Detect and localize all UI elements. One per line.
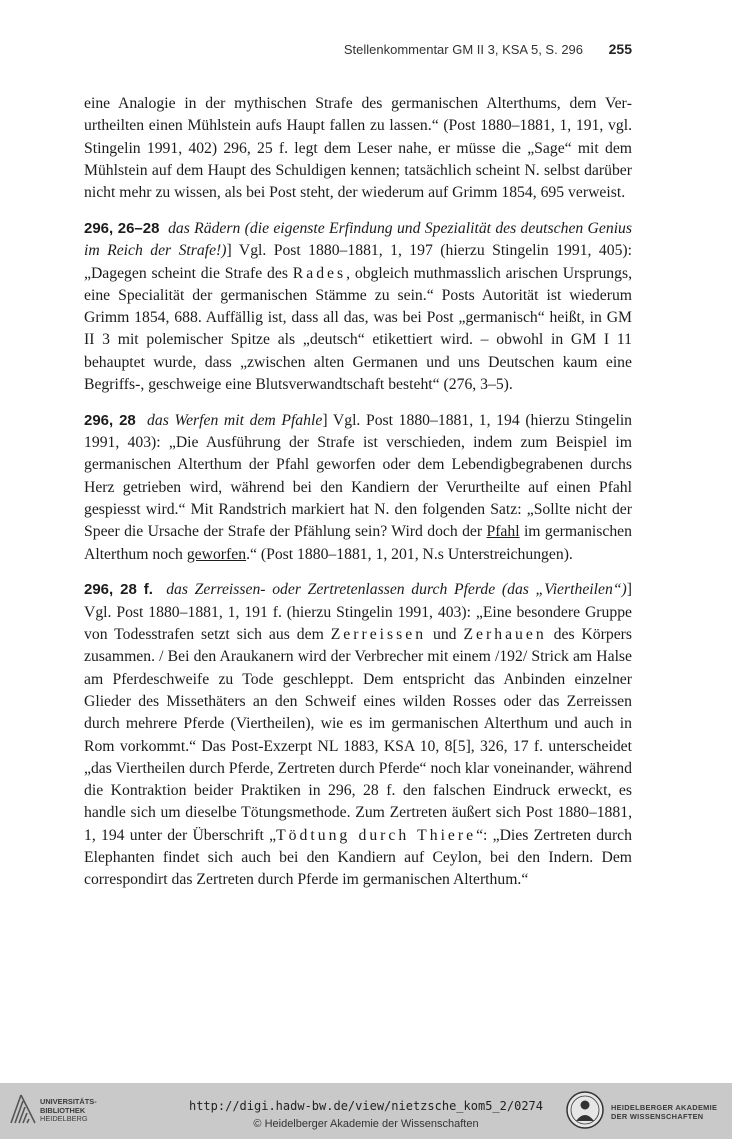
entry-reference: 296, 26–28 (84, 219, 160, 237)
library-name-line: HEIDELBERG (40, 1114, 88, 1123)
spaced-quote: Zerreissen (330, 626, 427, 644)
academy-seal-icon[interactable] (565, 1090, 605, 1130)
entry-lemma: das Zerreissen- oder Zertretenlassen durch Pferde (das „Viertheilen“) (166, 581, 627, 599)
entry-lemma: das Werfen mit dem Pfahle (147, 411, 323, 429)
entry-text: ] Vgl. Post 1880–1881, 1, 197 (hierzu Stingelin 1991, 405): „Dagegen scheint die Strafe des (84, 242, 632, 282)
paragraph-1-text: eine Analogie in der mythischen Strafe des germanischen Alterthums, dem Verurtheilten einen Mühlstein aufs Haupt fallen zu lassen.“ (Post 1880–1881, 1, 191, vgl. Stingelin 1991, 402) 296, 25 f. legt dem Leser nahe, er müsse die „Sage“ mit dem Mühlstein auf dem Haupt des Schuldigen kennen; tatsächlich scheint N. selbst darüber nicht mehr zu wissen, als bei Post steht, der wiederum auf Grimm 1854, 695 verweist. (84, 95, 632, 202)
academy-name-line: HEIDELBERGER AKADEMIE (611, 1103, 718, 1112)
entry-reference: 296, 28 (84, 411, 136, 429)
copyright-notice: © Heidelberger Akademie der Wissenschaften (253, 1118, 479, 1130)
commentary-body (84, 93, 632, 905)
entry-lemma: das Rädern (die eigenste Erfindung und Spezialität des deutschen Genius im Reich der Strafe!) (84, 219, 633, 260)
entry-text: .“ (Post 1880–1881, 1, 201, N.s Unterstreichungen). (246, 545, 573, 563)
academy-name (611, 1103, 717, 1121)
entry-text: , obgleich muthmasslich arischen Ursprungs, eine Specialität der germanischen Stämme zu sein.“ Posts Autorität ist wiederum Grimm 1854, 688. Auffällig ist, dass all das, was bei Post „germanisch“ heißt, in GM II 3 mit polemischer Spitze als „deutsch“ etikettiert wird. – obwohl in GM I 11 behauptet wurde, dass „zwischen alten Germanen und uns Deutschen kaum eine Begriffs-, geschweige eine Blutsverwandtschaft besteht“ (276, 3–5). (84, 264, 633, 394)
spaced-quote: Rades (292, 264, 347, 282)
entry-text: im germanischen Alterthum noch (84, 523, 632, 563)
entry-text: ] Vgl. Post 1880–1881, 1, 194 (hierzu Stingelin 1991, 403): „Die Ausführung der Strafe ist verschieden, indem zum Beispiel im germanischen Alterthum der Pfahl geworfen oder dem Lebendigbegrabenen durchs Herz getrieben wird, während bei den Kandiern der Verurtheilte auf einen Pfahl gespiesst wird.“ Mit Randstrich markiert hat N. den folgenden Satz: „Sollte nicht der Speer die Ursache der Strafe der Pfählung sein? Wird doch der (84, 411, 633, 541)
page-number: 255 (608, 41, 632, 57)
academy-name-line: DER WISSENSCHAFTEN (611, 1112, 704, 1121)
library-name-line: UNIVERSITÄTS- (40, 1097, 97, 1106)
spaced-quote: Tödtung durch Thiere (276, 826, 477, 844)
running-head (84, 41, 632, 65)
underlined-word: geworfen (186, 545, 247, 563)
permalink-url[interactable]: http://digi.hadw-bw.de/view/nietzsche_kom5_2/0274 (188, 1099, 543, 1113)
spaced-quote: Zerhauen (463, 626, 547, 644)
paragraph-1 (84, 93, 632, 204)
underlined-word: Pfahl (486, 523, 520, 541)
entry-text: des Körpers zusammen. / Bei den Araukanern wird der Verbrecher mit einem /192/ Strick am Halse am Pferdeschweife zu Tode geschleppt. Dem entspricht das Anbinden einzelner Glieder des Missethäters an den Schweif eines wilden Rosses oder das Zerreissen durch mehrere Pferde (Viertheilen), wie es im germanischen Alterthum und auch in Rom vorkommt.“ Das Post-Exzerpt NL 1883, KSA 10, 8[5], 326, 17 f. unterscheidet „das Viertheilen durch Pferde, Zertreten durch Pferde“ noch klar voneinander, während die Kontraktion beider Praktiken in 296, 28 f. den falschen Eindruck erweckt, es handle sich um dieselbe Tötungsmethode. Zum Zertreten äußert sich Post 1880–1881, 1, 194 unter der Überschrift „ (84, 626, 633, 844)
digitization-footer (0, 1083, 732, 1139)
library-name-line: BIBLIOTHEK (40, 1105, 86, 1115)
entry-text: und (426, 626, 464, 644)
entry-296-28f (84, 579, 632, 891)
entry-text: “: „Dies Zertreten durch Elephanten findet sich auch bei den Kandiern auf Ceylon, bei den Indern. Dem correspondirt das Zertreten durch Pferde im germanischen Alterthum.“ (84, 826, 632, 889)
entry-296-26-28 (84, 218, 632, 396)
running-title: Stellenkommentar GM II 3, KSA 5, S. 296 (343, 42, 584, 57)
entry-text: ] Vgl. Post 1880–1881, 1, 191 f. (hierzu Stingelin 1991, 403): „Eine besondere Gruppe von Todesstrafen setzt sich aus dem (84, 581, 632, 644)
entry-reference: 296, 28 f. (84, 581, 153, 599)
entry-296-28 (84, 410, 632, 566)
